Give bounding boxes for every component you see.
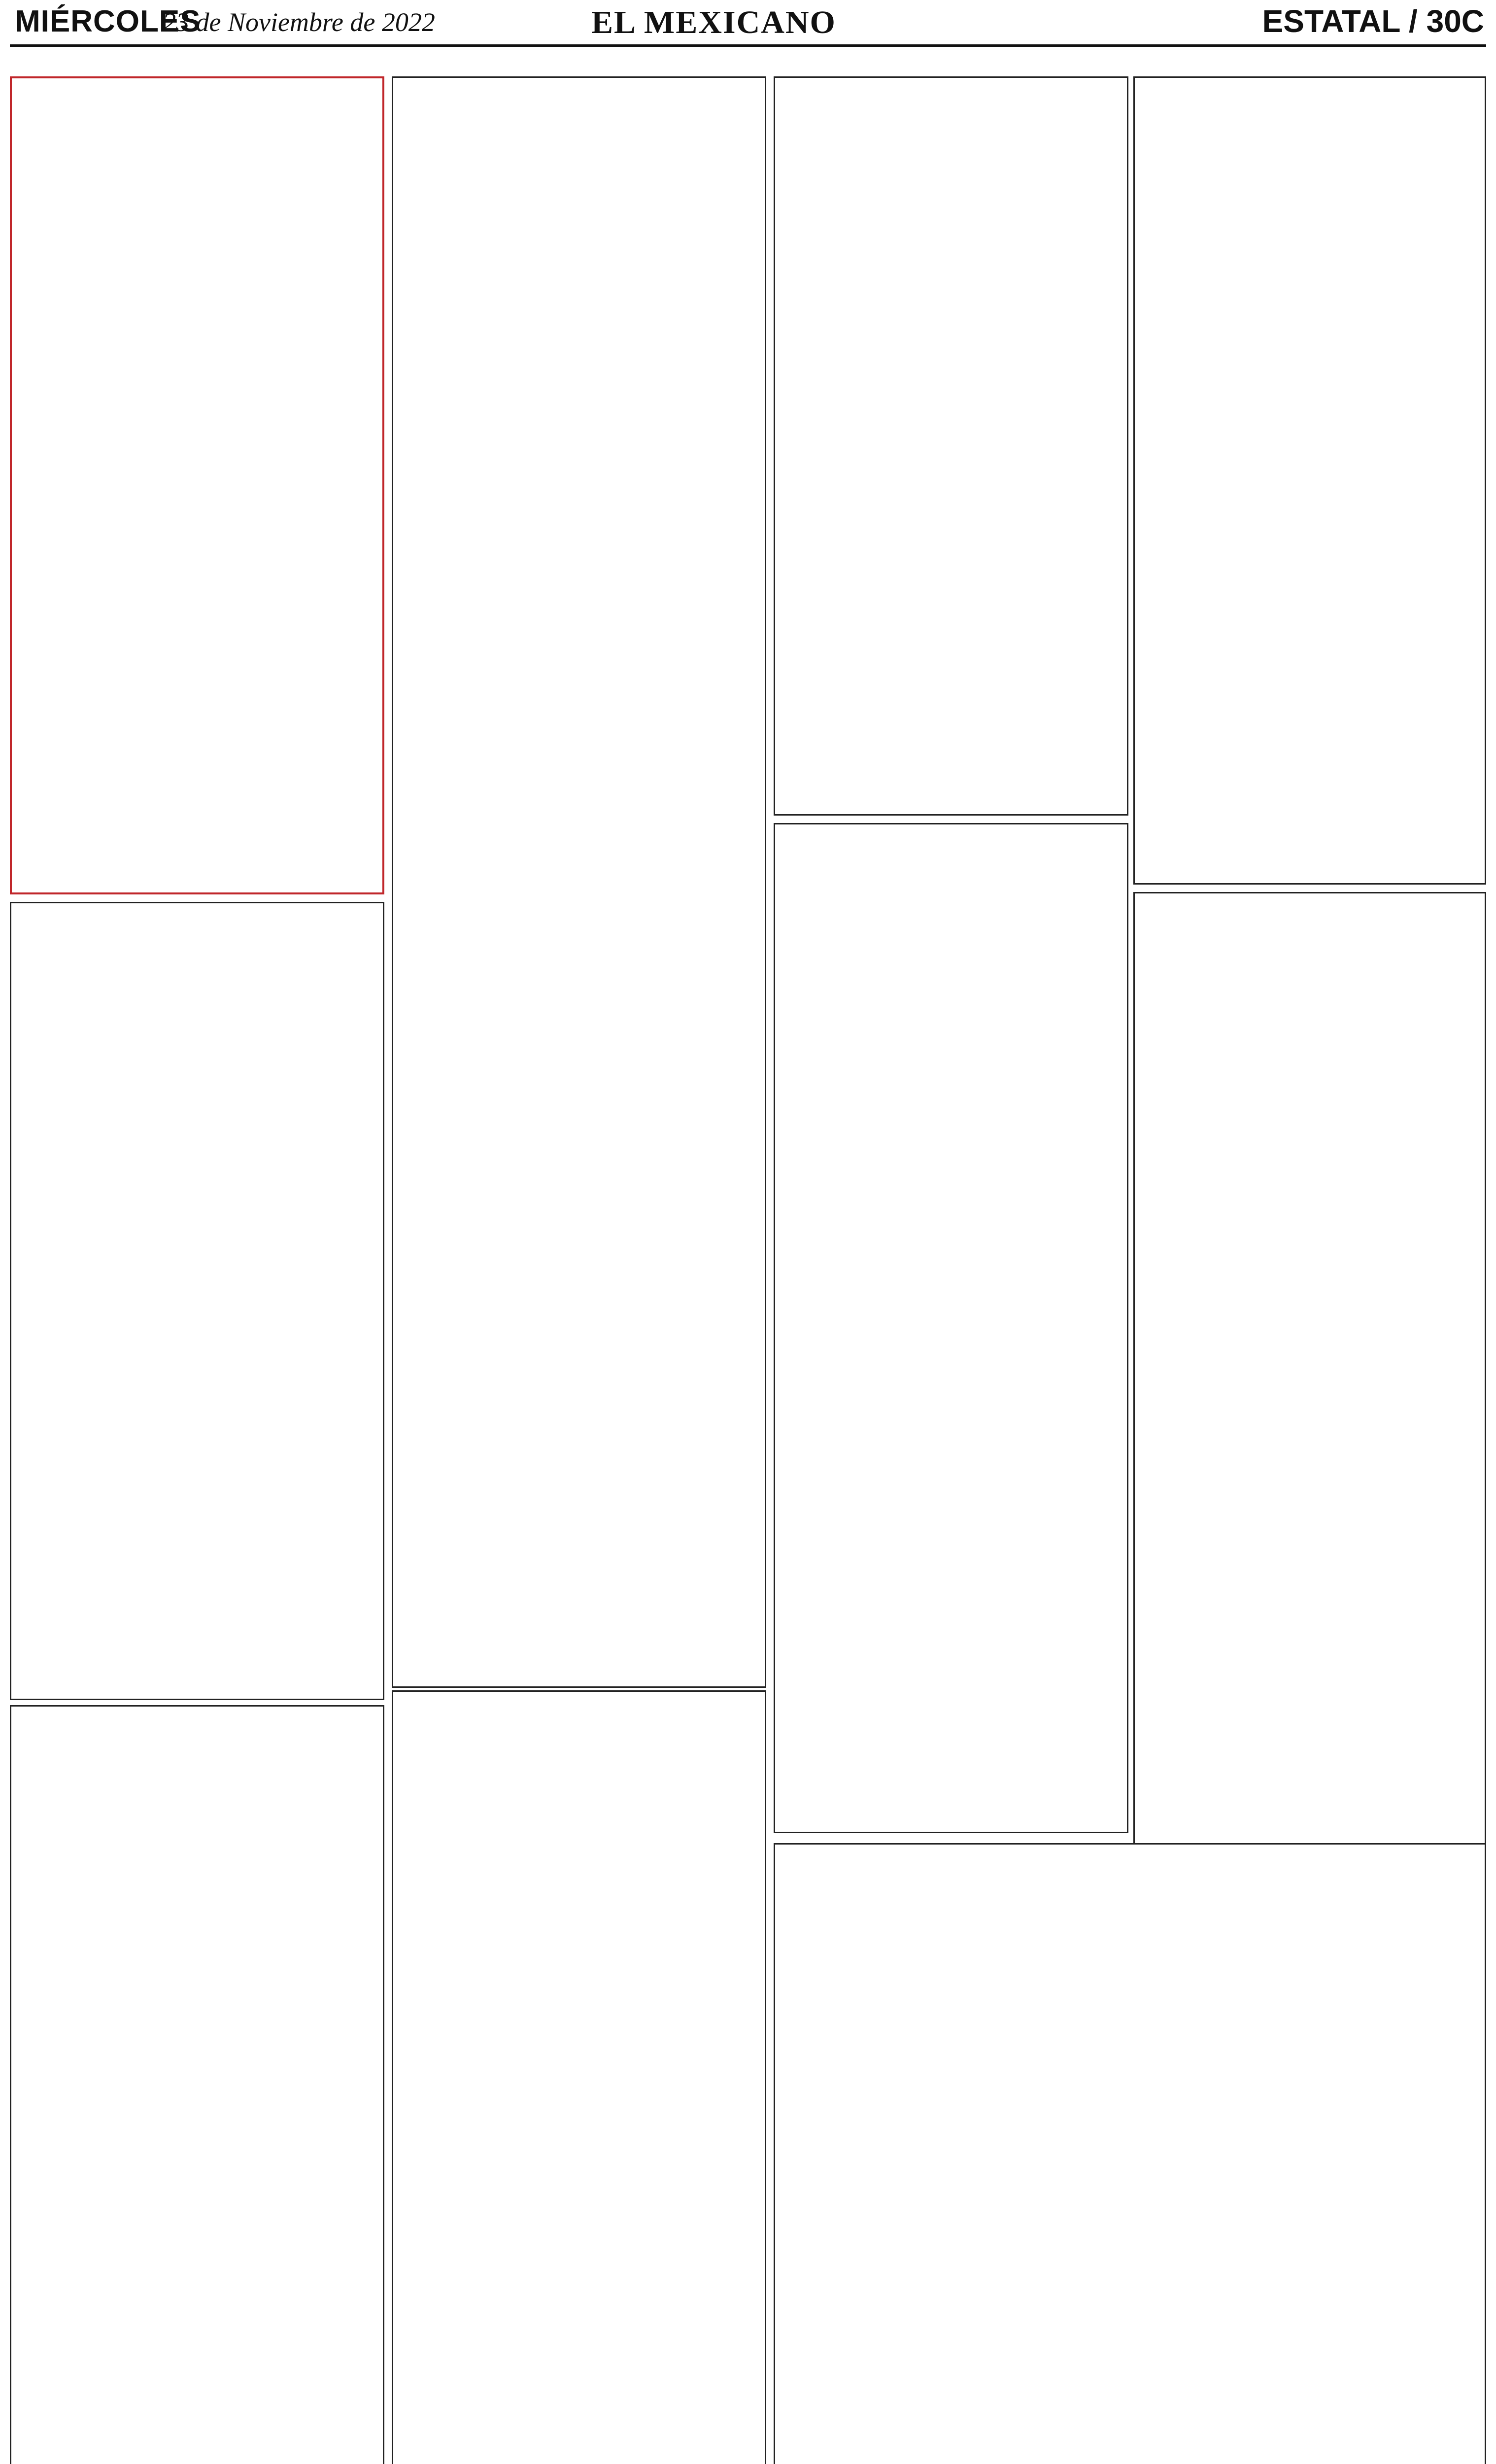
notice-edicto-nadia-beatriz-cons: [10, 1705, 384, 2464]
notice-aviso-notarial-vivian-davila: [1133, 76, 1486, 885]
notice-edicto-david-gamez-loera: [392, 1690, 766, 2464]
notice-edicto-oscar-gutierrez: [10, 76, 384, 894]
newspaper-name: EL MEXICANO: [591, 4, 836, 40]
notice-edicto-lower-right-block: [774, 1843, 1486, 2464]
masthead-rule: [10, 44, 1486, 47]
notice-edicto-manuel-eduardo-juarez: [10, 902, 384, 1700]
masthead-day: MIÉRCOLES: [15, 4, 201, 38]
notice-edicto-maria-dolores-alcantar: [392, 76, 766, 1688]
notice-aviso-notarial-tobias-duarte: [774, 76, 1128, 816]
notice-edicto-jesus-ramos: [1133, 892, 1486, 1902]
notice-edicto-pluvialia: [774, 823, 1128, 1833]
section-page-label: ESTATAL / 30C: [1262, 3, 1484, 39]
masthead-date: 23 de Noviembre de 2022: [163, 7, 435, 37]
masthead: [0, 0, 1496, 47]
